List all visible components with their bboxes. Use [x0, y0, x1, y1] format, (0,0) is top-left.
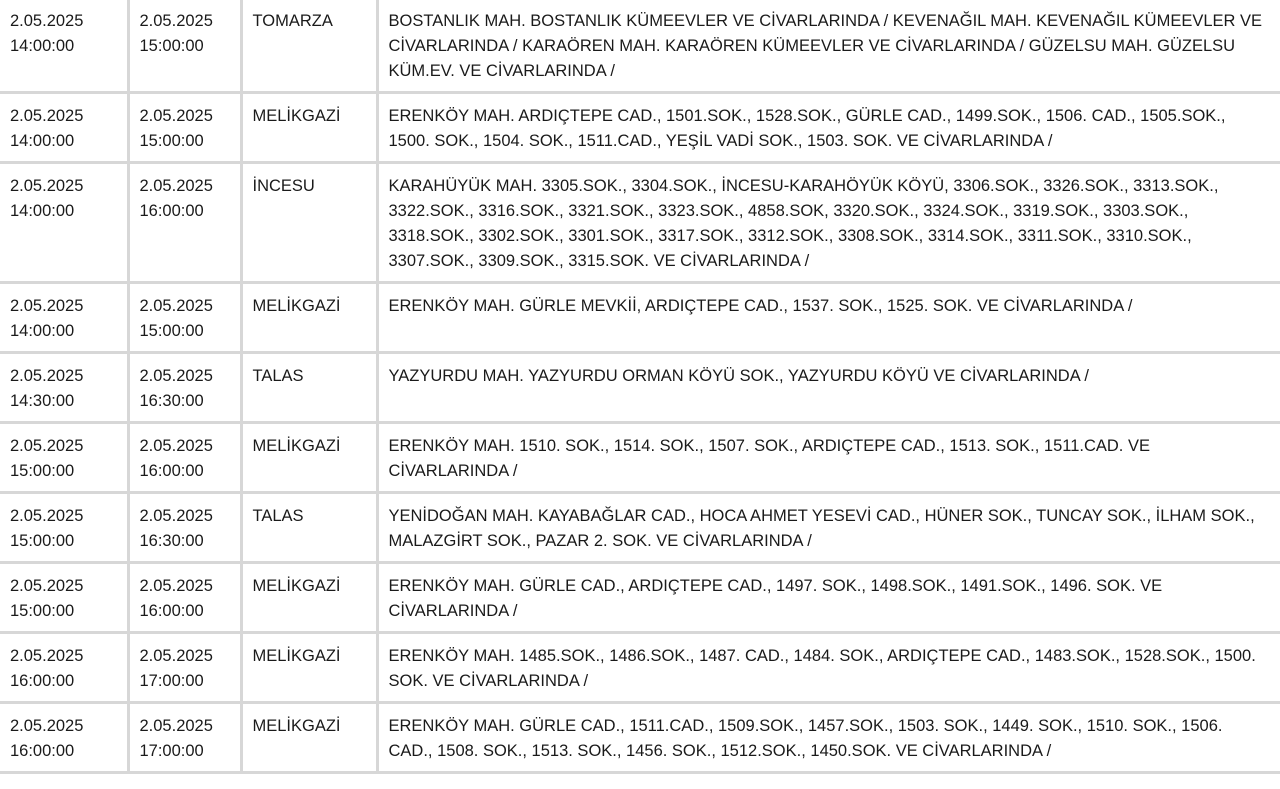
address-cell: ERENKÖY MAH. 1510. SOK., 1514. SOK., 1507. SOK., ARDIÇTEPE CAD., 1513. SOK., 1511.CAD. VE CİVARLARINDA /	[377, 423, 1280, 493]
district-cell: MELİKGAZİ	[241, 423, 377, 493]
district-cell: İNCESU	[241, 163, 377, 283]
end-date: 2.05.2025	[139, 107, 213, 125]
start-date: 2.05.2025	[10, 717, 84, 735]
address-cell: BOSTANLIK MAH. BOSTANLIK KÜMEEVLER VE CİVARLARINDA / KEVENAĞIL MAH. KEVENAĞIL KÜMEEVLER VE CİVARLARINDA / KARAÖREN MAH. KARAÖREN KÜMEEVLER VE CİVARLARINDA / GÜZELSU MAH. GÜZELSU KÜM.EV. VE CİVARLARINDA /	[377, 0, 1280, 93]
end-time: 16:00:00	[139, 462, 204, 480]
end-cell	[128, 423, 241, 493]
end-time: 16:30:00	[139, 532, 204, 550]
start-date: 2.05.2025	[10, 367, 84, 385]
end-date: 2.05.2025	[139, 577, 213, 595]
end-cell	[128, 93, 241, 163]
table-row	[0, 163, 1280, 283]
end-date: 2.05.2025	[139, 12, 213, 30]
start-date: 2.05.2025	[10, 577, 84, 595]
address-cell: ERENKÖY MAH. GÜRLE CAD., 1511.CAD., 1509.SOK., 1457.SOK., 1503. SOK., 1449. SOK., 1510. SOK., 1506. CAD., 1508. SOK., 1513. SOK., 1456. SOK., 1512.SOK., 1450.SOK. VE CİVARLARINDA /	[377, 703, 1280, 773]
end-date: 2.05.2025	[139, 507, 213, 525]
table-row	[0, 353, 1280, 423]
end-cell	[128, 703, 241, 773]
start-time: 15:00:00	[10, 602, 75, 620]
end-date: 2.05.2025	[139, 367, 213, 385]
start-time: 16:00:00	[10, 742, 75, 760]
district-cell: TALAS	[241, 493, 377, 563]
end-date: 2.05.2025	[139, 177, 213, 195]
end-cell	[128, 563, 241, 633]
end-cell	[128, 283, 241, 353]
start-time: 15:00:00	[10, 462, 75, 480]
district-cell: TALAS	[241, 353, 377, 423]
address-cell: ERENKÖY MAH. ARDIÇTEPE CAD., 1501.SOK., 1528.SOK., GÜRLE CAD., 1499.SOK., 1506. CAD., 1505.SOK., 1500. SOK., 1504. SOK., 1511.CAD., YEŞİL VADİ SOK., 1503. SOK. VE CİVARLARINDA /	[377, 93, 1280, 163]
end-date: 2.05.2025	[139, 297, 213, 315]
end-cell	[128, 163, 241, 283]
start-cell	[0, 353, 128, 423]
district-cell: MELİKGAZİ	[241, 703, 377, 773]
table-row	[0, 0, 1280, 93]
start-cell	[0, 163, 128, 283]
end-time: 16:30:00	[139, 392, 204, 410]
end-cell	[128, 633, 241, 703]
start-cell	[0, 283, 128, 353]
end-date: 2.05.2025	[139, 717, 213, 735]
start-time: 14:00:00	[10, 322, 75, 340]
address-cell: YAZYURDU MAH. YAZYURDU ORMAN KÖYÜ SOK., YAZYURDU KÖYÜ VE CİVARLARINDA /	[377, 353, 1280, 423]
table-row	[0, 423, 1280, 493]
end-time: 15:00:00	[139, 322, 204, 340]
start-cell	[0, 0, 128, 93]
table-row	[0, 563, 1280, 633]
district-cell: MELİKGAZİ	[241, 563, 377, 633]
table-row	[0, 93, 1280, 163]
start-time: 14:00:00	[10, 37, 75, 55]
district-cell: MELİKGAZİ	[241, 93, 377, 163]
address-cell: ERENKÖY MAH. GÜRLE CAD., ARDIÇTEPE CAD., 1497. SOK., 1498.SOK., 1491.SOK., 1496. SOK. VE CİVARLARINDA /	[377, 563, 1280, 633]
start-cell	[0, 703, 128, 773]
start-date: 2.05.2025	[10, 177, 84, 195]
start-cell	[0, 93, 128, 163]
table-row	[0, 633, 1280, 703]
end-time: 16:00:00	[139, 602, 204, 620]
start-date: 2.05.2025	[10, 12, 84, 30]
start-time: 14:00:00	[10, 202, 75, 220]
start-date: 2.05.2025	[10, 297, 84, 315]
table-row	[0, 283, 1280, 353]
table-row	[0, 703, 1280, 773]
end-time: 16:00:00	[139, 202, 204, 220]
start-cell	[0, 563, 128, 633]
start-cell	[0, 493, 128, 563]
end-cell	[128, 493, 241, 563]
address-cell: ERENKÖY MAH. 1485.SOK., 1486.SOK., 1487. CAD., 1484. SOK., ARDIÇTEPE CAD., 1483.SOK., 1528.SOK., 1500. SOK. VE CİVARLARINDA /	[377, 633, 1280, 703]
start-time: 15:00:00	[10, 532, 75, 550]
end-time: 17:00:00	[139, 672, 204, 690]
address-cell: YENİDOĞAN MAH. KAYABAĞLAR CAD., HOCA AHMET YESEVİ CAD., HÜNER SOK., TUNCAY SOK., İLHAM SOK., MALAZGİRT SOK., PAZAR 2. SOK. VE CİVARLARINDA /	[377, 493, 1280, 563]
district-cell: TOMARZA	[241, 0, 377, 93]
start-cell	[0, 633, 128, 703]
district-cell: MELİKGAZİ	[241, 283, 377, 353]
end-cell	[128, 0, 241, 93]
start-date: 2.05.2025	[10, 107, 84, 125]
address-cell: KARAHÜYÜK MAH. 3305.SOK., 3304.SOK., İNCESU-KARAHÖYÜK KÖYÜ, 3306.SOK., 3326.SOK., 3313.SOK., 3322.SOK., 3316.SOK., 3321.SOK., 3323.SOK., 4858.SOK, 3320.SOK., 3324.SOK., 3319.SOK., 3303.SOK., 3318.SOK., 3302.SOK., 3301.SOK., 3317.SOK., 3312.SOK., 3308.SOK., 3314.SOK., 3311.SOK., 3310.SOK., 3307.SOK., 3309.SOK., 3315.SOK. VE CİVARLARINDA /	[377, 163, 1280, 283]
start-time: 14:00:00	[10, 132, 75, 150]
end-time: 17:00:00	[139, 742, 204, 760]
end-cell	[128, 353, 241, 423]
start-time: 14:30:00	[10, 392, 75, 410]
end-date: 2.05.2025	[139, 647, 213, 665]
start-date: 2.05.2025	[10, 647, 84, 665]
district-cell: MELİKGAZİ	[241, 633, 377, 703]
end-time: 15:00:00	[139, 132, 204, 150]
start-time: 16:00:00	[10, 672, 75, 690]
address-cell: ERENKÖY MAH. GÜRLE MEVKİİ, ARDIÇTEPE CAD., 1537. SOK., 1525. SOK. VE CİVARLARINDA /	[377, 283, 1280, 353]
start-date: 2.05.2025	[10, 507, 84, 525]
end-date: 2.05.2025	[139, 437, 213, 455]
start-date: 2.05.2025	[10, 437, 84, 455]
end-time: 15:00:00	[139, 37, 204, 55]
table-row	[0, 493, 1280, 563]
start-cell	[0, 423, 128, 493]
